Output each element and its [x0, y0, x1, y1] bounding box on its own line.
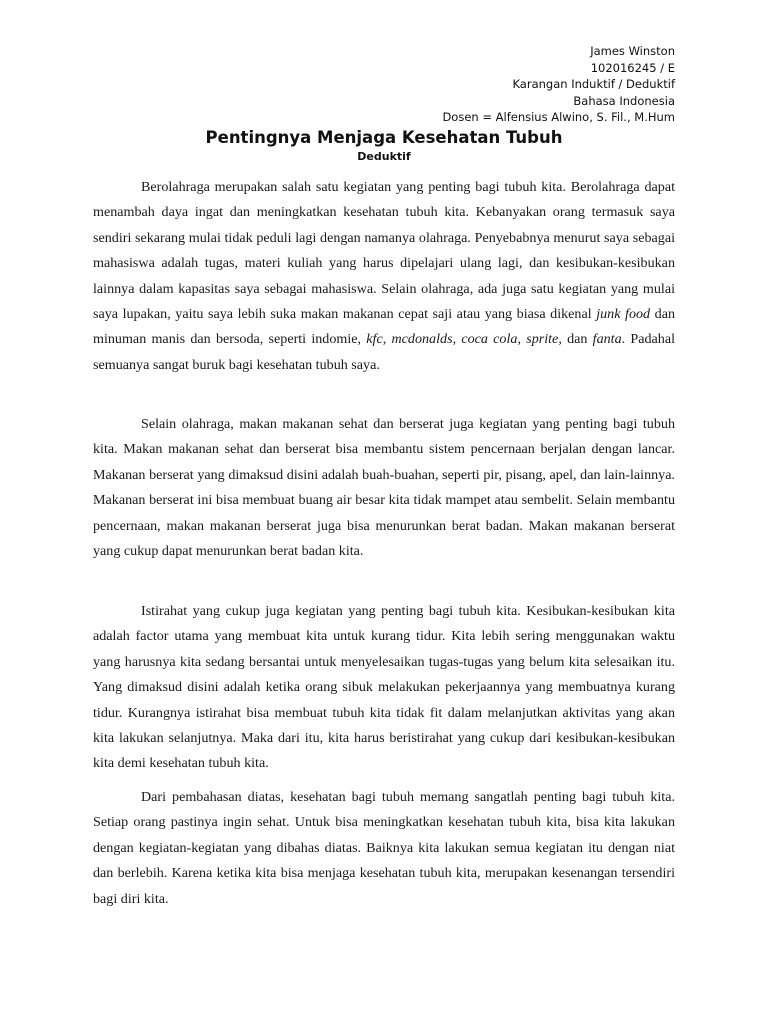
paragraph-text: dan minuman manis dan bersoda, seperti indomie, — [93, 306, 675, 348]
document-title: Pentingnya Menjaga Kesehatan Tubuh — [205, 128, 563, 147]
assignment-type: Karangan Induktif / Deduktif — [512, 77, 675, 92]
paragraph-text: Berolahraga merupakan salah satu kegiatan yang penting bagi tubuh kita. Berolahraga dapat menambah daya ingat dan meningkatkan kesehatan tubuh kita. Kebanyakan orang termasuk saya sendiri sekarang mulai tidak peduli lagi dengan namanya olahraga. Penyebabnya menurut saya sebagai mahasiswa adalah tugas, materi kuliah yang harus dipelajari ulang lagi, dan kesibukan-kesibukan lainnya dalam kapasitas saya sebagai mahasiswa. Selain olahraga, ada juga satu kegiatan yang mulai saya lupakan, yaitu saya lebih suka makan makanan cepat saji atau yang biasa dikenal — [93, 179, 675, 323]
body-paragraph — [93, 412, 675, 564]
italic-term: kfc — [366, 331, 383, 348]
paragraph-text: Selain olahraga, makan makanan sehat dan berserat juga kegiatan yang penting bagi tubuh kita. Makan makanan sehat dan berserat bisa membantu sistem pencernaan berjalan dengan lancar. Makanan berserat yang dimaksud disini adalah buah-buahan, seperti pir, pisang, apel, dan lain-lainnya. Makanan berserat ini bisa membuat buang air besar kita tidak mampet atau sembelit. Selain membantu pencernaan, makan makanan berserat juga bisa menurunkan berat badan. Makan makanan berserat yang cukup dapat menurunkan berat badan kita. — [93, 416, 675, 560]
student-id: 102016245 / E — [590, 60, 675, 75]
paragraph-text: , — [517, 331, 527, 348]
body-paragraph — [93, 599, 675, 777]
paragraph-text: Dari pembahasan diatas, kesehatan bagi tubuh memang sangatlah penting bagi tubuh kita. Setiap orang pastinya ingin sehat. Untuk bisa meningkatkan kesehatan tubuh kita, bisa kita lakukan dengan kegiatan-kegiatan yang dibahas diatas. Baiknya kita lakukan semua kegiatan itu dengan niat dan berlebih. Karena ketika kita bisa menjaga kesehatan tubuh kita, merupakan kesenangan tersendiri bagi diri kita. — [93, 789, 675, 907]
subject-name: Bahasa Indonesia — [573, 93, 675, 108]
body-paragraph — [93, 175, 675, 378]
paragraph-text: , dan — [558, 331, 593, 348]
author-header — [442, 43, 675, 126]
italic-term: junk food — [596, 306, 651, 323]
author-name: James Winston — [590, 44, 675, 58]
lecturer-name: Dosen = Alfensius Alwino, S. Fil., M.Hum — [442, 110, 675, 125]
italic-term: coca cola — [461, 331, 518, 348]
paragraph-text: , — [382, 331, 392, 348]
paragraph-text: , — [452, 331, 462, 348]
document-subtitle: Deduktif — [357, 150, 411, 163]
italic-term: sprite — [526, 331, 559, 348]
italic-term: fanta — [592, 331, 622, 348]
body-paragraph — [93, 785, 675, 912]
italic-term: mcdonalds — [391, 331, 453, 348]
paragraph-text: Istirahat yang cukup juga kegiatan yang penting bagi tubuh kita. Kesibukan-kesibukan kita adalah factor utama yang membuat kita untuk kurang tidur. Kita lebih sering menggunakan waktu yang harusnya kita sedang bersantai untuk menyelesaikan tugas-tugas yang belum kita selesaikan itu. Yang dimaksud disini adalah ketika orang sibuk melakukan pekerjaannya yang membuatnya kurang tidur. Kurangnya istirahat bisa membuat tubuh kita tidak fit dalam melanjutkan aktivitas yang akan kita lakukan selanjutnya. Maka dari itu, kita harus beristirahat yang cukup dari kesibukan-kesibukan kita demi kesehatan tubuh kita. — [93, 603, 675, 772]
paragraph-text: . Padahal semuanya sangat buruk bagi kesehatan tubuh saya. — [93, 331, 676, 373]
